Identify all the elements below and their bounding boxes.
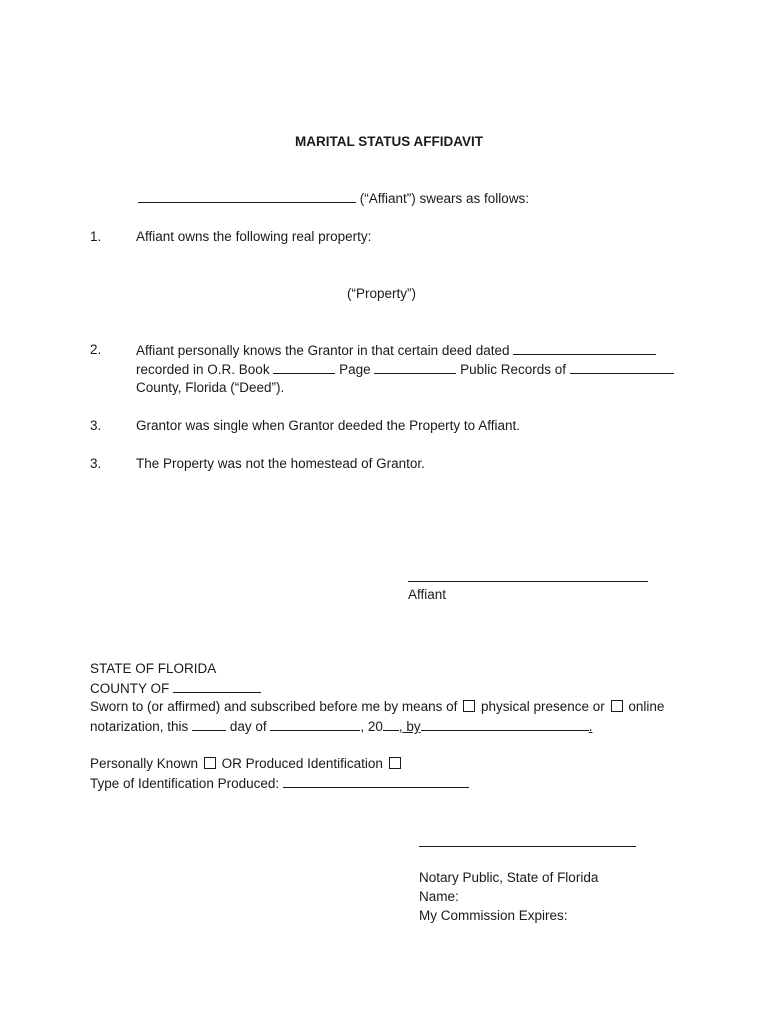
- item-number: 3.: [90, 418, 102, 433]
- day-blank[interactable]: [192, 718, 226, 731]
- document-title: MARITAL STATUS AFFIDAVIT: [295, 134, 483, 149]
- by-name-blank[interactable]: [421, 718, 589, 731]
- item-text: Affiant owns the following real property:: [136, 229, 372, 244]
- item-text: County, Florida (“Deed”).: [136, 380, 285, 395]
- item-text: [136, 342, 656, 358]
- year-prefix-text: , 20: [360, 719, 383, 734]
- day-of-text: day of: [229, 719, 267, 734]
- or-book-blank[interactable]: [273, 361, 335, 374]
- personally-known-checkbox[interactable]: [204, 757, 216, 769]
- or-book-text: recorded in O.R. Book: [136, 362, 270, 377]
- produced-id-label: OR Produced Identification: [221, 756, 383, 771]
- notary-name-label: Name:: [419, 889, 459, 904]
- notary-signature-line[interactable]: [419, 846, 636, 847]
- property-label: (“Property”): [347, 286, 417, 301]
- year-blank[interactable]: [383, 718, 399, 731]
- state-label: STATE OF FLORIDA: [90, 661, 217, 676]
- public-records-text: Public Records of: [460, 362, 566, 377]
- affiant-signature-line[interactable]: [408, 581, 648, 582]
- affiant-name-blank[interactable]: [138, 190, 356, 203]
- item-number: 3.: [90, 456, 102, 471]
- online-label: online: [628, 699, 665, 714]
- month-blank[interactable]: [270, 718, 360, 731]
- deed-dated-text: Affiant personally knows the Grantor in that certain deed dated: [136, 343, 510, 358]
- notary-public-label: Notary Public, State of Florida: [419, 870, 599, 885]
- by-text: , by: [398, 719, 421, 734]
- intro-line: [138, 190, 529, 206]
- item-number: 1.: [90, 229, 102, 244]
- affiant-label: Affiant: [408, 587, 447, 602]
- county-label: COUNTY OF: [90, 681, 170, 696]
- sworn-line: [90, 699, 664, 714]
- personally-known-label: Personally Known: [90, 756, 199, 771]
- county-line: [90, 680, 261, 696]
- item-text: The Property was not the homestead of Grantor.: [136, 456, 425, 471]
- sworn-text: Sworn to (or affirmed) and subscribed before me by means of: [90, 699, 458, 714]
- notary-county-blank[interactable]: [173, 680, 261, 693]
- physical-presence-label: physical presence or: [480, 699, 605, 714]
- intro-text: (“Affiant”) swears as follows:: [359, 191, 530, 206]
- page-text: Page: [339, 362, 371, 377]
- id-type-blank[interactable]: [283, 775, 469, 788]
- id-type-label: Type of Identification Produced:: [90, 776, 280, 791]
- notarization-this-text: notarization, this: [90, 719, 189, 734]
- id-type-line: [90, 775, 469, 791]
- notarization-line: [90, 718, 592, 734]
- produced-id-checkbox[interactable]: [389, 757, 401, 769]
- physical-presence-checkbox[interactable]: [463, 700, 475, 712]
- item-text: Grantor was single when Grantor deeded the Property to Affiant.: [136, 418, 520, 433]
- deed-date-blank[interactable]: [513, 342, 656, 355]
- commission-expires-label: My Commission Expires:: [419, 908, 568, 923]
- period-text: .: [588, 719, 593, 734]
- page-blank[interactable]: [374, 361, 456, 374]
- item-number: 2.: [90, 342, 102, 357]
- identification-line: [90, 756, 403, 771]
- county-blank[interactable]: [570, 361, 674, 374]
- item-text: [136, 361, 674, 377]
- online-checkbox[interactable]: [611, 700, 623, 712]
